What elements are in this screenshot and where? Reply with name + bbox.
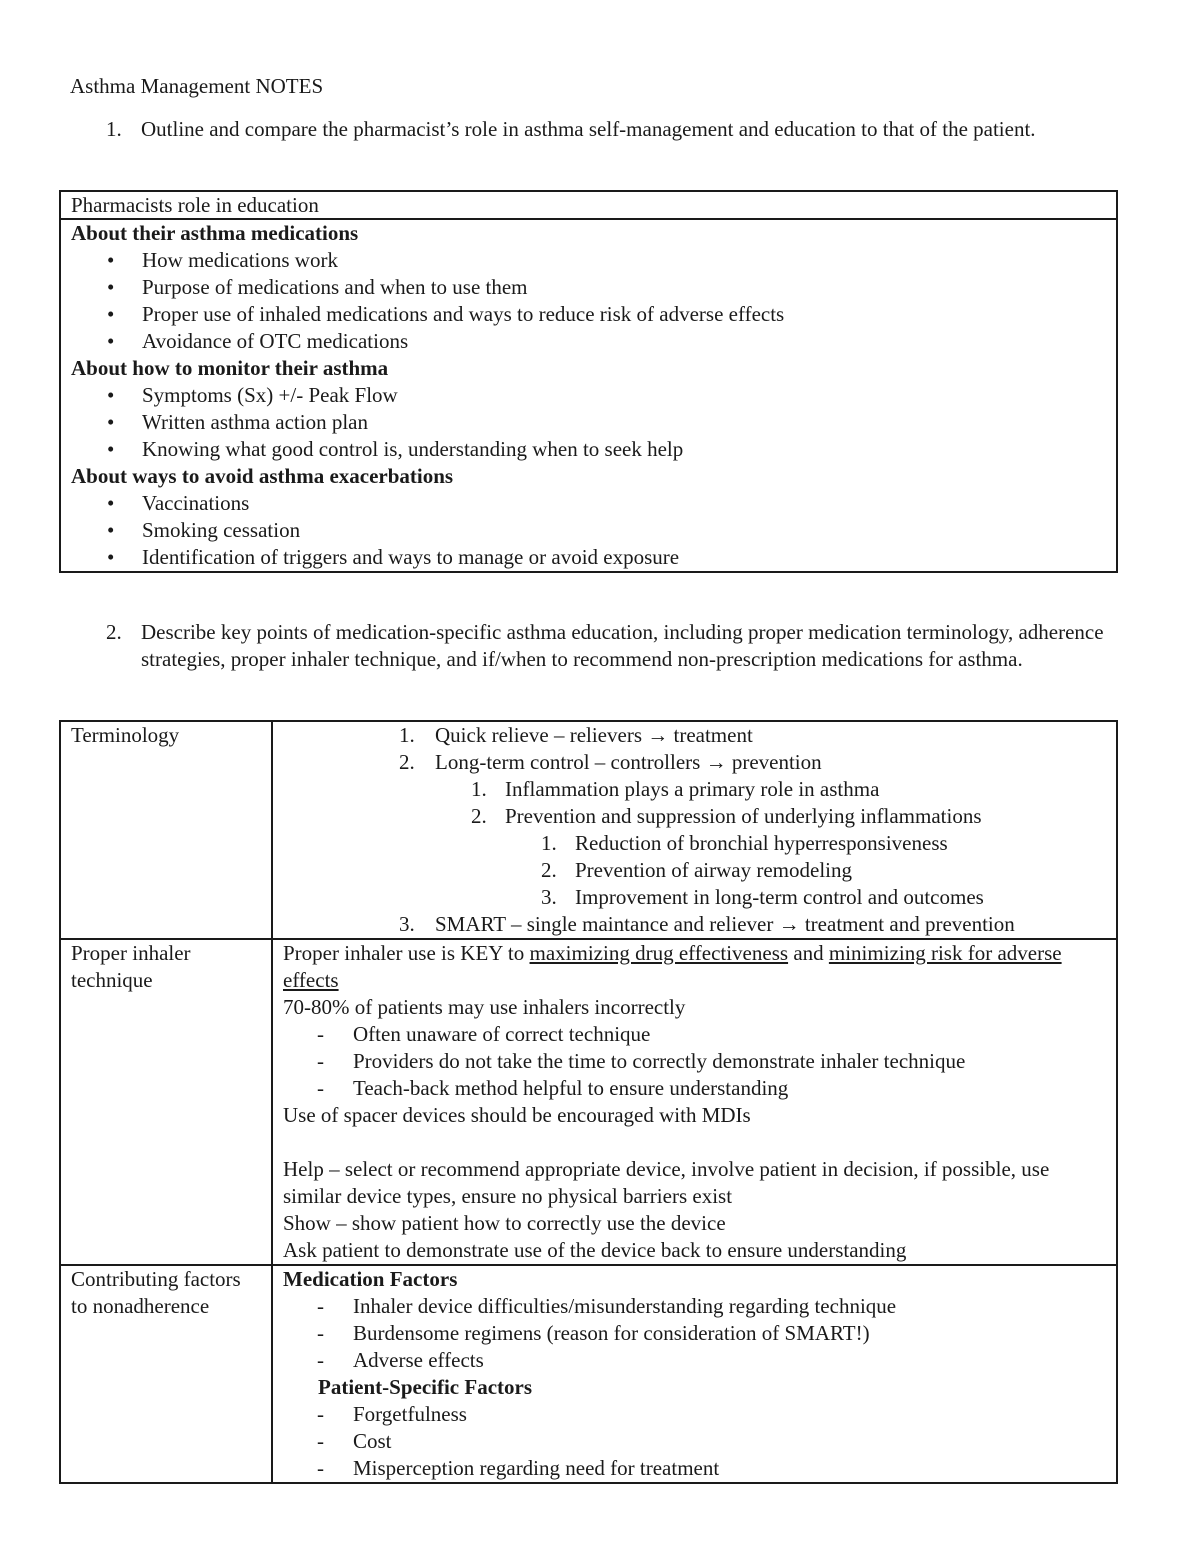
list-item: 3. Improvement in long-term control and outcomes <box>541 885 984 909</box>
list-item: • Smoking cessation <box>107 518 301 542</box>
list-item: • Knowing what good control is, understanding when to seek help <box>107 437 684 461</box>
bullet-icon: • <box>107 248 115 272</box>
table-row <box>60 1265 1117 1483</box>
question-number: 1. <box>106 117 122 141</box>
question-2 <box>70 619 1130 673</box>
list-item: - Misperception regarding need for treatment <box>317 1456 720 1480</box>
question-text: Outline and compare the pharmacist’s role in asthma self-management and education to that of the patient. <box>141 117 1036 141</box>
list-item: 3. SMART – single maintance and reliever → treatment and prevention <box>399 912 1015 936</box>
bullet-icon: • <box>107 329 115 353</box>
list-item: 1. Reduction of bronchial hyperresponsiveness <box>541 831 948 855</box>
question-text: Describe key points of medication-specific asthma education, including proper medication terminology, adherence strategies, proper inhaler technique, and if/when to recommend non-prescription medications for asthma. <box>141 620 1104 671</box>
question-1 <box>70 116 1130 143</box>
list-item: - Adverse effects <box>317 1348 484 1372</box>
list-item: - Cost <box>317 1429 392 1453</box>
inhaler-stat: 70-80% of patients may use inhalers incorrectly <box>283 995 686 1019</box>
table-body <box>60 219 1117 572</box>
section-heading: Medication Factors <box>283 1267 458 1291</box>
row-content <box>272 939 1117 1265</box>
ask-step: Ask patient to demonstrate use of the device back to ensure understanding <box>283 1238 907 1262</box>
list-item: 1. Inflammation plays a primary role in asthma <box>471 777 880 801</box>
pharmacist-role-table <box>59 190 1118 573</box>
list-item: • Purpose of medications and when to use them <box>107 275 528 299</box>
section-heading: Patient-Specific Factors <box>318 1375 533 1399</box>
bullet-icon: • <box>107 491 115 515</box>
list-item: • Symptoms (Sx) +/- Peak Flow <box>107 383 398 407</box>
section-heading: About how to monitor their asthma <box>71 356 389 380</box>
document-title: Asthma Management NOTES <box>70 74 324 98</box>
list-item: • Written asthma action plan <box>107 410 368 434</box>
spacer-note: Use of spacer devices should be encouraged with MDIs <box>283 1103 751 1127</box>
section-heading: About their asthma medications <box>71 221 359 245</box>
bullet-icon: • <box>107 302 115 326</box>
list-item: - Often unaware of correct technique <box>317 1022 651 1046</box>
bullet-icon: • <box>107 410 115 434</box>
bullet-icon: • <box>107 437 115 461</box>
row-content <box>272 721 1117 939</box>
row-label: Proper inhaler technique <box>60 939 272 1265</box>
list-item: - Burdensome regimens (reason for consideration of SMART!) <box>317 1321 870 1345</box>
list-item: - Teach-back method helpful to ensure understanding <box>317 1076 789 1100</box>
education-key-points-table <box>59 720 1118 1484</box>
list-item: 2. Prevention of airway remodeling <box>541 858 852 882</box>
table-row <box>60 939 1117 1265</box>
question-number: 2. <box>106 620 122 644</box>
list-item: • Identification of triggers and ways to manage or avoid exposure <box>107 545 680 569</box>
list-item: • Avoidance of OTC medications <box>107 329 409 353</box>
list-item: 1. Quick relieve – relievers → treatment <box>399 723 753 747</box>
list-item: - Providers do not take the time to correctly demonstrate inhaler technique <box>317 1049 966 1073</box>
row-label: Contributing factors to nonadherence <box>60 1265 272 1483</box>
row-label: Terminology <box>60 721 272 939</box>
list-item: 2. Long-term control – controllers → prevention <box>399 750 822 774</box>
bullet-icon: • <box>107 518 115 542</box>
table-header: Pharmacists role in education <box>60 191 1117 219</box>
list-item: - Inhaler device difficulties/misunderstanding regarding technique <box>317 1294 897 1318</box>
list-item: • Proper use of inhaled medications and ways to reduce risk of adverse effects <box>107 302 785 326</box>
list-item: • Vaccinations <box>107 491 250 515</box>
bullet-icon: • <box>107 275 115 299</box>
table-row <box>60 721 1117 939</box>
bullet-icon: • <box>107 383 115 407</box>
list-item: 2. Prevention and suppression of underlying inflammations <box>471 804 982 828</box>
bullet-icon: • <box>107 545 115 569</box>
list-item: - Forgetfulness <box>317 1402 467 1426</box>
show-step: Show – show patient how to correctly use the device <box>283 1211 726 1235</box>
row-content <box>272 1265 1117 1483</box>
section-heading: About ways to avoid asthma exacerbations <box>71 464 454 488</box>
list-item: • How medications work <box>107 248 338 272</box>
inhaler-intro: Proper inhaler use is KEY to maximizing drug effectiveness and minimizing risk for adverse effects <box>283 941 1062 992</box>
help-step: Help – select or recommend appropriate device, involve patient in decision, if possible, use similar device types, ensure no physical barriers exist <box>283 1157 1050 1208</box>
